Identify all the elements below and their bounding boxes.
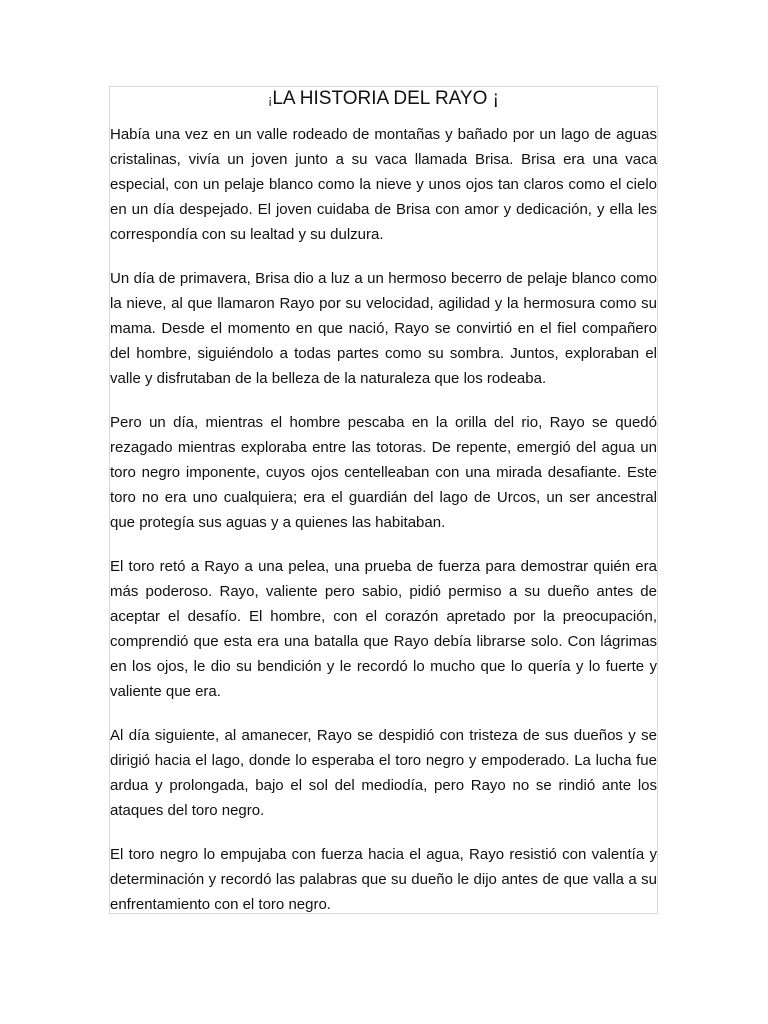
paragraph-4: El toro retó a Rayo a una pelea, una prueba de fuerza para demostrar quién era más poderoso. Rayo, valiente pero sabio, pidió permiso a su dueño antes de aceptar el desafío. El hombre, con el corazón apretado por la preocupación, comprendió que esta era una batalla que Rayo debía librarse solo. Con lágrimas en los ojos, le dio su bendición y le recordó lo mucho que lo quería y lo fuerte y valiente que era. bbox=[110, 558, 657, 700]
document-title bbox=[109, 88, 658, 111]
paragraph-3: Pero un día, mientras el hombre pescaba en la orilla del rio, Rayo se quedó rezagado mientras exploraba entre las totoras. De repente, emergió del agua un toro negro imponente, cuyos ojos centelleaban con una mirada desafiante. Este toro no era uno cualquiera; era el guardián del lago de Urcos, un ser ancestral que protegía sus aguas y a quienes las habitaban. bbox=[110, 414, 657, 531]
paragraph-1: Había una vez en un valle rodeado de montañas y bañado por un lago de aguas cristalinas, vivía un joven junto a su vaca llamada Brisa. Brisa era una vaca especial, con un pelaje blanco como la nieve y unos ojos tan claros como el cielo en un día despejado. El joven cuidaba de Brisa con amor y dedicación, y ella les correspondía con su lealtad y su dulzura. bbox=[110, 126, 657, 243]
title-open-mark: ¡ bbox=[267, 92, 273, 107]
paragraph-5: Al día siguiente, al amanecer, Rayo se despidió con tristeza de sus dueños y se dirigió hacia el lago, donde lo esperaba el toro negro y empoderado. La lucha fue ardua y prolongada, bajo el sol del mediodía, pero Rayo no se rindió ante los ataques del toro negro. bbox=[110, 727, 657, 819]
paragraph-6: El toro negro lo empujaba con fuerza hacia el agua, Rayo resistió con valentía y determinación y recordó las palabras que su dueño le dijo antes de que valla a su enfrentamiento con el toro negro. bbox=[110, 846, 657, 913]
title-text: LA HISTORIA DEL RAYO bbox=[272, 88, 493, 109]
title-close-mark: ¡ bbox=[492, 88, 499, 109]
paragraph-2: Un día de primavera, Brisa dio a luz a un hermoso becerro de pelaje blanco como la nieve, al que llamaron Rayo por su velocidad, agilidad y la hermosura como su mama. Desde el momento en que nació, Rayo se convirtió en el fiel compañero del hombre, siguiéndolo a todas partes como su sombra. Juntos, exploraban el valle y disfrutaban de la belleza de la naturaleza que los rodeaba. bbox=[110, 270, 657, 387]
document-body bbox=[110, 122, 657, 917]
